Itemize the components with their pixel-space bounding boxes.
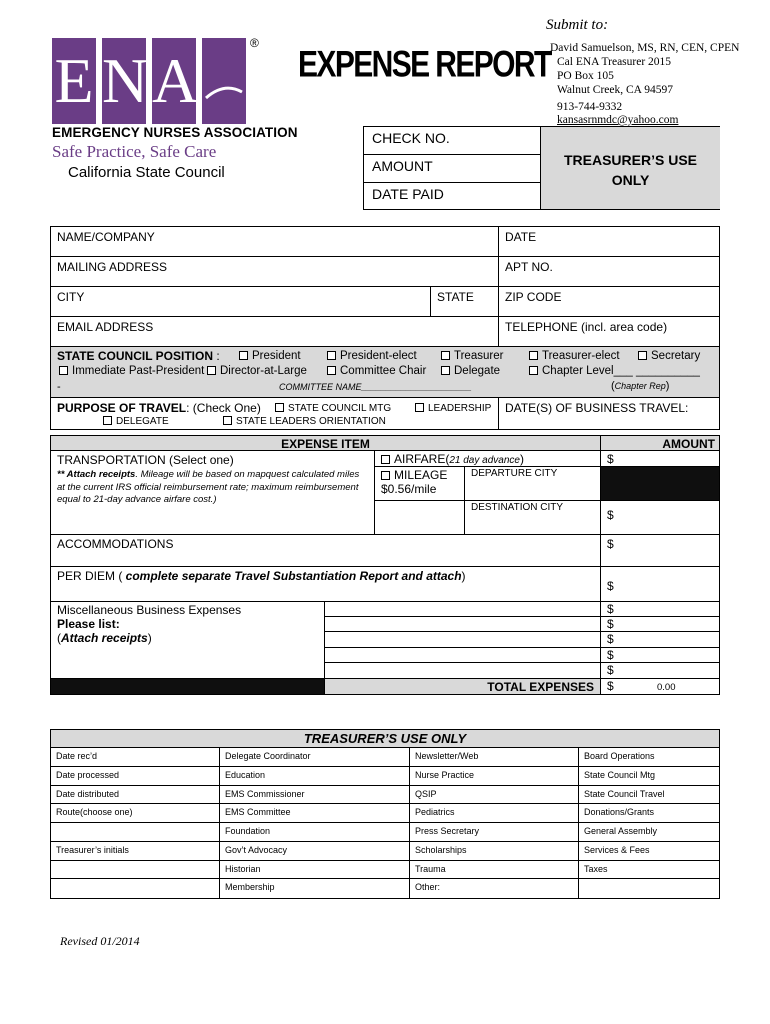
option-treasurer-elect[interactable]: Treasurer-elect [529, 350, 620, 362]
treasurer-table-cell-label: Services & Fees [584, 844, 650, 855]
state-label: STATE [437, 290, 474, 304]
treasurer-table-cell-label: Route(choose one) [56, 807, 133, 818]
treasurer-table-cell-label: Membership [225, 882, 275, 893]
logo-letter-a: A [152, 38, 196, 124]
option-secretary[interactable]: Secretary [638, 350, 700, 362]
accommodations-label: ACCOMMODATIONS [57, 537, 174, 551]
misc-line-4[interactable] [324, 647, 601, 663]
email-field[interactable] [50, 316, 499, 347]
treasurer-table-cell[interactable] [579, 748, 719, 767]
treasurer-table-cell[interactable] [51, 804, 220, 823]
treasurer-table-cell[interactable] [220, 879, 410, 898]
please-list-label: Please list: [57, 617, 120, 631]
submit-to-label: Submit to: [546, 17, 609, 33]
option-committee-chair[interactable]: Committee Chair [327, 365, 426, 377]
name-company-field[interactable] [50, 226, 499, 257]
treasurer-check-block [363, 126, 720, 210]
checkbox-icon[interactable] [327, 351, 336, 360]
treasurer-table-cell-label: Delegate Coordinator [225, 751, 311, 761]
option-leadership[interactable]: LEADERSHIP [415, 403, 491, 414]
treasurer-table-cell-label: Board Operations [584, 751, 655, 761]
treasurer-table-cell-label: Donations/Grants [584, 807, 655, 818]
treasurer-table-cell-label: Other: [415, 882, 441, 893]
option-president[interactable]: President [239, 350, 301, 362]
treasurer-table-cell-label: State Council Mtg [584, 769, 656, 780]
checkbox-icon[interactable] [415, 403, 424, 412]
email-link[interactable]: kansasrnmdc@yahoo.com [557, 114, 679, 126]
misc-amount-1[interactable] [600, 601, 720, 617]
dates-of-travel-field[interactable] [498, 397, 720, 430]
checkbox-icon[interactable] [59, 366, 68, 375]
transportation-cell [50, 450, 375, 535]
treasurer-table-cell-label: Date distributed [56, 788, 120, 799]
logo-letter-e: E [52, 38, 96, 124]
treasurer-table-cell[interactable] [51, 823, 220, 842]
treasurer-table-cell-label: Date rec’d [56, 751, 98, 761]
destination-city-field[interactable] [464, 500, 601, 535]
option-delegate[interactable]: Delegate [441, 365, 500, 377]
per-diem-row [50, 566, 601, 602]
treasurer-table-cell[interactable] [51, 767, 220, 786]
treasurer-table-cell-label: EMS Committee [225, 807, 291, 818]
checkbox-icon[interactable] [275, 403, 284, 412]
position-colon: : [213, 349, 220, 363]
state-field[interactable] [430, 286, 499, 317]
dollar-sign: $ [607, 663, 614, 677]
total-expenses-amount[interactable] [600, 678, 720, 695]
checkbox-icon[interactable] [223, 416, 232, 425]
checkbox-icon[interactable] [103, 416, 112, 425]
misc-amount-5[interactable] [600, 662, 720, 679]
option-chapter-level[interactable]: Chapter Level___ __________ [529, 365, 700, 377]
transportation-label: TRANSPORTATION (Select one) [57, 453, 234, 467]
destination-city-label: DESTINATION CITY [471, 502, 564, 513]
purpose-check-one: : (Check One) [186, 401, 261, 415]
amount-field[interactable]: AMOUNT [364, 155, 540, 183]
treasurer-table-cell-label: Scholarships [415, 844, 467, 855]
attach-receipts-lead: ** Attach receipts [57, 469, 136, 480]
date-field[interactable] [498, 226, 720, 257]
treasurer-use-table [50, 729, 720, 899]
purpose-label: PURPOSE OF TRAVEL [57, 401, 187, 415]
checkbox-icon[interactable] [529, 366, 538, 375]
treasurer-table-cell-label: Date processed [56, 769, 120, 780]
treasurer-table-cell-label: Gov’t Advocacy [225, 844, 288, 855]
date-paid-field[interactable]: DATE PAID [372, 186, 444, 202]
treasurer-table-cell[interactable] [410, 842, 579, 861]
checkbox-icon[interactable] [529, 351, 538, 360]
mileage-label: MILEAGE [394, 468, 448, 482]
logo-org-name: EMERGENCY NURSES ASSOCIATION [52, 125, 298, 140]
checkbox-icon[interactable] [239, 351, 248, 360]
treasurer-table-cell-label: State Council Travel [584, 788, 665, 799]
committee-name-field[interactable]: COMMITTEE NAME______________________ [279, 382, 472, 392]
ena-logo [52, 38, 247, 124]
treasurer-table-cell[interactable] [579, 861, 719, 880]
airfare-amount[interactable] [600, 450, 720, 467]
per-diem-note: complete separate Travel Substantiation Report and attach [122, 569, 462, 583]
checkbox-icon[interactable] [381, 455, 390, 464]
dollar-sign: $ [607, 602, 614, 616]
treasurer-name: David Samuelson, MS, RN, CEN, CPEN [550, 42, 740, 54]
treasurer-table-cell[interactable] [220, 786, 410, 805]
treasurer-use-only-box [540, 127, 720, 209]
city-label: CITY [57, 290, 85, 304]
misc-expenses-cell [50, 601, 325, 679]
logo-letter-n: N [102, 38, 146, 124]
attach-receipts-body: . Mileage will be based on mapquest calculated miles at the current IRS official reimbursement rate; maximum reimbursement equal to 21-day advance airfare cost.) [57, 469, 360, 505]
option-treasurer[interactable]: Treasurer [441, 350, 503, 362]
misc-amount-4[interactable] [600, 647, 720, 663]
email-label: EMAIL ADDRESS [57, 320, 154, 334]
dollar-sign: $ [607, 632, 614, 646]
treasurer-table-cell[interactable] [220, 804, 410, 823]
purpose-label-wrap [57, 401, 261, 415]
treasurer-table-cell[interactable] [579, 842, 719, 861]
phone-number: 913-744-9332 [557, 101, 623, 113]
treasurer-table-cell[interactable] [410, 804, 579, 823]
dollar-sign: $ [607, 617, 614, 631]
treasurer-table-cell[interactable] [579, 879, 719, 898]
purpose-of-travel-section [50, 397, 499, 430]
treasurer-table-cell[interactable] [410, 879, 579, 898]
po-box: PO Box 105 [557, 70, 614, 82]
treasurer-table-cell[interactable] [410, 823, 579, 842]
option-delegate-travel[interactable]: DELEGATE [103, 416, 169, 427]
treasurer-table-cell-label: General Assembly [584, 826, 658, 836]
treasurer-table-cell[interactable] [410, 748, 579, 767]
amount-header: AMOUNT [600, 435, 720, 451]
treasurer-table-cell[interactable] [579, 804, 719, 823]
mileage-rate: $0.56/mile [381, 482, 437, 496]
option-immediate-past-president[interactable]: Immediate Past-President [59, 365, 204, 377]
treasurer-table-cell-label: Trauma [415, 863, 446, 874]
treasurer-table-cell[interactable] [51, 842, 220, 861]
logo-tagline: Safe Practice, Safe Care [52, 142, 217, 161]
misc-line-1[interactable] [324, 601, 601, 617]
date-label: DATE [505, 230, 537, 244]
position-label-wrap [57, 349, 220, 363]
treasurer-only-label: ONLY [611, 172, 650, 188]
misc-line-2[interactable] [324, 616, 601, 632]
treasurer-table-cell-label: Education [225, 769, 266, 780]
mileage-option[interactable] [374, 466, 465, 501]
chapter-rep-label: Chapter Rep [614, 381, 666, 391]
page-title: EXPENSE REPORT [298, 44, 551, 86]
airfare-close: ) [519, 452, 524, 466]
chapter-rep-wrap: (Chapter Rep) [611, 380, 670, 392]
treasurer-table-title: TREASURER’S USE ONLY [51, 730, 719, 748]
telephone-field[interactable] [498, 316, 720, 347]
airfare-option[interactable] [374, 450, 601, 467]
city-field[interactable] [50, 286, 431, 317]
dollar-sign: $ [607, 679, 614, 693]
treasurer-table-cell[interactable] [220, 823, 410, 842]
treasurer-table-cell-label: Press Secretary [415, 826, 480, 836]
total-expenses-label: TOTAL EXPENSES [324, 678, 601, 695]
treasurer-table-cell[interactable] [51, 861, 220, 880]
misc-line-3[interactable] [324, 631, 601, 648]
option-president-elect[interactable]: President-elect [327, 350, 417, 362]
telephone-label: TELEPHONE (incl. area code) [505, 320, 668, 334]
attach-receipts-misc-label: Attach receipts [61, 631, 148, 645]
checkbox-icon[interactable] [207, 366, 216, 375]
mileage-amount-blocked [600, 466, 720, 501]
treasurer-role: Cal ENA Treasurer 2015 [557, 56, 672, 68]
misc-amount-2[interactable] [600, 616, 720, 632]
dollar-sign: $ [607, 537, 614, 551]
checkbox-icon[interactable] [327, 366, 336, 375]
total-value: 0.00 [657, 682, 676, 693]
treasurer-table-cell-label: QSIP [415, 788, 437, 799]
logo-council: California State Council [68, 164, 225, 181]
treasurer-table-cell[interactable] [579, 786, 719, 805]
treasurer-table-cell-label: Newsletter/Web [415, 751, 479, 761]
dollar-sign: $ [607, 648, 614, 662]
attach-receipts-note [57, 469, 368, 507]
zip-field[interactable] [498, 286, 720, 317]
mailing-address-field[interactable] [50, 256, 499, 287]
mileage-amount[interactable] [600, 500, 720, 535]
city-address: Walnut Creek, CA 94597 [557, 84, 673, 96]
mailing-address-label: MAILING ADDRESS [57, 260, 168, 274]
checkbox-icon[interactable] [638, 351, 647, 360]
mileage-blank-cell [374, 500, 465, 535]
treasurer-table-cell[interactable] [220, 861, 410, 880]
apt-no-label: APT NO. [505, 260, 553, 274]
chapter-level-blank[interactable]: ___ __________ [613, 365, 700, 377]
apt-no-field[interactable] [498, 256, 720, 287]
checkbox-icon[interactable] [441, 366, 450, 375]
treasurer-table-cell[interactable] [410, 861, 579, 880]
accommodations-amount[interactable] [600, 534, 720, 567]
per-diem-open: PER DIEM ( [57, 569, 123, 583]
option-state-leaders-orientation[interactable]: STATE LEADERS ORIENTATION [223, 416, 386, 427]
per-diem-amount[interactable] [600, 566, 720, 602]
misc-expenses-label: Miscellaneous Business Expenses [57, 603, 242, 617]
treasurer-table-cell[interactable] [220, 842, 410, 861]
expense-item-header: EXPENSE ITEM [50, 435, 601, 451]
misc-amount-3[interactable] [600, 631, 720, 648]
attach-receipts-misc: (Attach receipts) [57, 631, 152, 645]
dollar-sign: $ [607, 579, 614, 593]
treasurer-table-cell[interactable] [220, 767, 410, 786]
zip-label: ZIP CODE [505, 290, 562, 304]
airfare-label: AIRFARE( [394, 452, 450, 466]
per-diem-close: ) [461, 569, 466, 583]
treasurer-table-cell[interactable] [410, 767, 579, 786]
position-label: STATE COUNCIL POSITION [57, 349, 214, 363]
treasurer-table-cell[interactable] [220, 748, 410, 767]
treasurer-table-cell-label: Pediatrics [415, 807, 455, 818]
airfare-note: 21 day advance [449, 455, 520, 466]
accommodations-row [50, 534, 601, 567]
treasurer-table-cell[interactable] [579, 823, 719, 842]
treasurer-table-cell-label: EMS Commissioner [225, 788, 305, 799]
dollar-sign: $ [607, 508, 614, 522]
treasurer-table-cell-label: Foundation [225, 826, 271, 836]
check-no-field[interactable]: CHECK NO. [364, 127, 540, 155]
treasurer-table-cell[interactable] [579, 767, 719, 786]
departure-city-label: DEPARTURE CITY [471, 468, 558, 479]
treasurer-use-label: TREASURER’S USE [563, 152, 698, 168]
treasurer-table-cell[interactable] [51, 786, 220, 805]
treasurer-table-cell[interactable] [410, 786, 579, 805]
misc-line-5[interactable] [324, 662, 601, 679]
dash-mark: - [57, 381, 61, 393]
dollar-sign: $ [607, 452, 614, 466]
treasurer-table-cell[interactable] [51, 879, 220, 898]
treasurer-table-cell-label: Treasurer’s initials [56, 844, 129, 855]
state-council-position-section [50, 346, 720, 398]
registered-mark: ® [250, 36, 259, 50]
logo-swoosh-icon [202, 38, 246, 124]
mileage-label-wrap [381, 468, 458, 482]
option-director-at-large[interactable]: Director-at-Large [207, 365, 307, 377]
departure-city-field[interactable] [464, 466, 601, 501]
treasurer-table-cell[interactable] [51, 748, 220, 767]
total-blocked-cell [50, 678, 325, 695]
option-state-council-mtg[interactable]: STATE COUNCIL MTG [275, 403, 391, 414]
dates-of-travel-label: DATE(S) OF BUSINESS TRAVEL: [505, 401, 689, 415]
checkbox-icon[interactable] [381, 471, 390, 480]
revised-date: Revised 01/2014 [60, 934, 140, 948]
checkbox-icon[interactable] [441, 351, 450, 360]
treasurer-table-cell-label: Historian [225, 863, 261, 874]
treasurer-table-cell-label: Taxes [584, 863, 608, 874]
treasurer-table-cell-label: Nurse Practice [415, 769, 475, 780]
name-company-label: NAME/COMPANY [57, 230, 155, 244]
logo-swoosh-tile [202, 38, 246, 124]
